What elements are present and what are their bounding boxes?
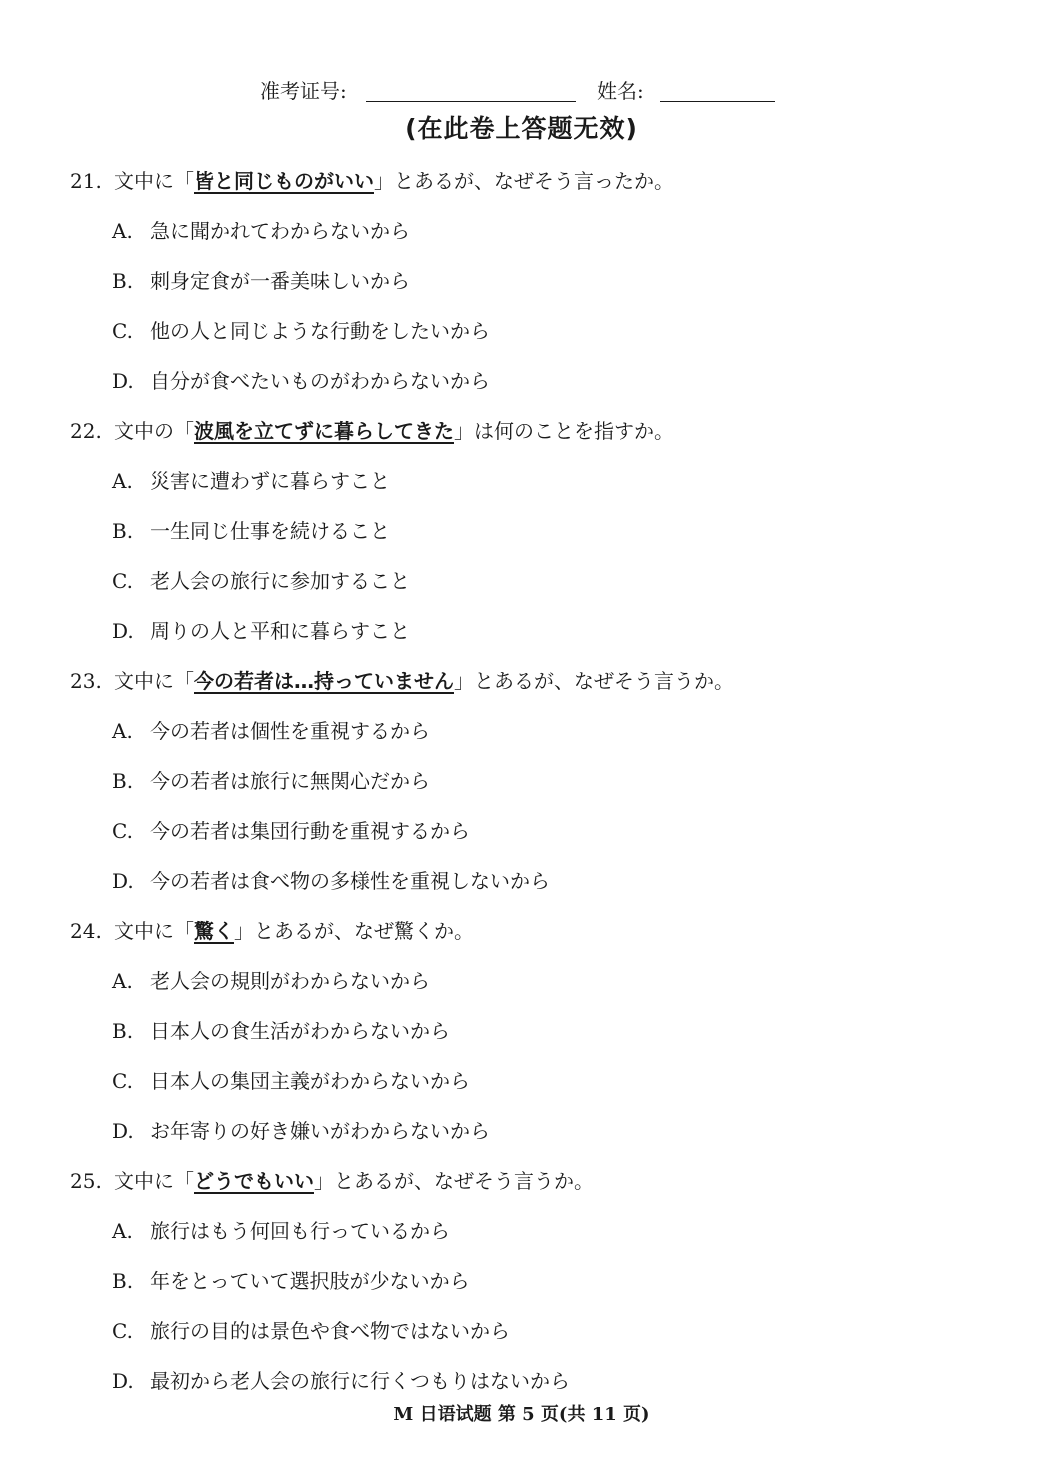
option-letter: D. <box>112 619 134 643</box>
option-letter: B. <box>112 1019 134 1043</box>
exam-id-label: 准考证号: <box>260 79 347 103</box>
option-text: 日本人の食生活がわからないから <box>150 1019 450 1043</box>
question-number: 25. <box>70 1169 102 1193</box>
answer-option <box>112 364 490 398</box>
question-suffix: 」とあるが、なぜそう言ったか。 <box>374 169 674 193</box>
question-number: 24. <box>70 919 102 943</box>
option-text: お年寄りの好き嫌いがわからないから <box>150 1119 490 1143</box>
question-prefix: 文中に「 <box>114 669 194 693</box>
question-prefix: 文中の「 <box>114 419 194 443</box>
option-text: 旅行の目的は景色や食べ物ではないから <box>150 1319 510 1343</box>
option-letter: C. <box>112 1319 133 1343</box>
option-text: 今の若者は食べ物の多様性を重視しないから <box>150 869 550 893</box>
name-blank <box>660 101 775 102</box>
invalid-answer-notice: (在此卷上答题无效) <box>405 114 638 143</box>
question-block <box>0 414 1043 664</box>
option-text: 最初から老人会の旅行に行くつもりはないから <box>150 1369 570 1393</box>
option-text: 日本人の集団主義がわからないから <box>150 1069 470 1093</box>
question-number: 22. <box>70 419 102 443</box>
option-letter: A. <box>112 219 133 243</box>
option-letter: A. <box>112 969 133 993</box>
answer-option <box>112 1014 450 1048</box>
question-prefix: 文中に「 <box>114 919 194 943</box>
question-suffix: 」とあるが、なぜそう言うか。 <box>454 669 734 693</box>
option-letter: C. <box>112 319 133 343</box>
question-number: 21. <box>70 169 102 193</box>
underlined-quote: 皆と同じものがいい <box>194 169 374 193</box>
option-letter: D. <box>112 1369 134 1393</box>
question-block <box>0 1164 1043 1414</box>
answer-option <box>112 1264 470 1298</box>
answer-option <box>112 864 550 898</box>
option-text: 老人会の旅行に参加すること <box>150 569 410 593</box>
option-text: 他の人と同じような行動をしたいから <box>150 319 490 343</box>
option-text: 刺身定食が一番美味しいから <box>150 269 410 293</box>
underlined-quote: 波風を立てずに暮らしてきた <box>194 419 454 443</box>
option-letter: C. <box>112 569 133 593</box>
name-label: 姓名: <box>597 79 644 103</box>
question-block <box>0 164 1043 414</box>
question-block <box>0 664 1043 914</box>
answer-option <box>112 514 390 548</box>
option-letter: D. <box>112 1119 134 1143</box>
answer-option <box>112 964 430 998</box>
option-text: 今の若者は集団行動を重視するから <box>150 819 470 843</box>
answer-option <box>112 814 470 848</box>
option-letter: C. <box>112 819 133 843</box>
answer-option <box>112 464 390 498</box>
option-letter: A. <box>112 469 133 493</box>
option-letter: C. <box>112 1069 133 1093</box>
question-prefix: 文中に「 <box>114 169 194 193</box>
option-letter: A. <box>112 719 133 743</box>
answer-option <box>112 214 410 248</box>
answer-option <box>112 314 490 348</box>
option-text: 災害に遭わずに暮らすこと <box>150 469 390 493</box>
answer-option <box>112 564 410 598</box>
option-letter: B. <box>112 269 134 293</box>
option-letter: A. <box>112 1219 133 1243</box>
answer-option <box>112 714 430 748</box>
question-block <box>0 914 1043 1164</box>
footer-text: M 日语试题 第 5 页(共 11 页) <box>393 1404 650 1425</box>
answer-option <box>112 614 410 648</box>
question-suffix: 」とあるが、なぜそう言うか。 <box>314 1169 594 1193</box>
question-number: 23. <box>70 669 102 693</box>
option-letter: D. <box>112 869 134 893</box>
question-suffix: 」は何のことを指すか。 <box>454 419 674 443</box>
option-text: 老人会の規則がわからないから <box>150 969 430 993</box>
option-text: 周りの人と平和に暮らすこと <box>150 619 410 643</box>
option-letter: B. <box>112 769 134 793</box>
option-text: 今の若者は個性を重視するから <box>150 719 430 743</box>
question-stem <box>70 164 674 198</box>
option-text: 一生同じ仕事を続けること <box>150 519 390 543</box>
answer-option <box>112 764 430 798</box>
question-stem <box>70 1164 594 1198</box>
option-text: 自分が食べたいものがわからないから <box>150 369 490 393</box>
question-suffix: 」とあるが、なぜ驚くか。 <box>234 919 474 943</box>
option-text: 年をとっていて選択肢が少ないから <box>150 1269 470 1293</box>
answer-option <box>112 264 410 298</box>
answer-option <box>112 1364 570 1398</box>
underlined-quote: どうでもいい <box>194 1169 314 1193</box>
option-text: 今の若者は旅行に無関心だから <box>150 769 430 793</box>
option-letter: D. <box>112 369 134 393</box>
candidate-info-header <box>0 74 1043 108</box>
answer-option <box>112 1114 490 1148</box>
answer-option <box>112 1064 470 1098</box>
underlined-quote: 今の若者は…持っていません <box>194 669 454 693</box>
question-stem <box>70 414 674 448</box>
option-text: 急に聞かれてわからないから <box>150 219 410 243</box>
option-text: 旅行はもう何回も行っているから <box>150 1219 450 1243</box>
question-stem <box>70 664 734 698</box>
answer-option <box>112 1214 450 1248</box>
underlined-quote: 驚く <box>194 919 234 943</box>
option-letter: B. <box>112 519 134 543</box>
exam-id-blank <box>366 101 576 102</box>
question-prefix: 文中に「 <box>114 1169 194 1193</box>
answer-option <box>112 1314 510 1348</box>
option-letter: B. <box>112 1269 134 1293</box>
page-footer <box>0 1400 1043 1430</box>
question-stem <box>70 914 474 948</box>
